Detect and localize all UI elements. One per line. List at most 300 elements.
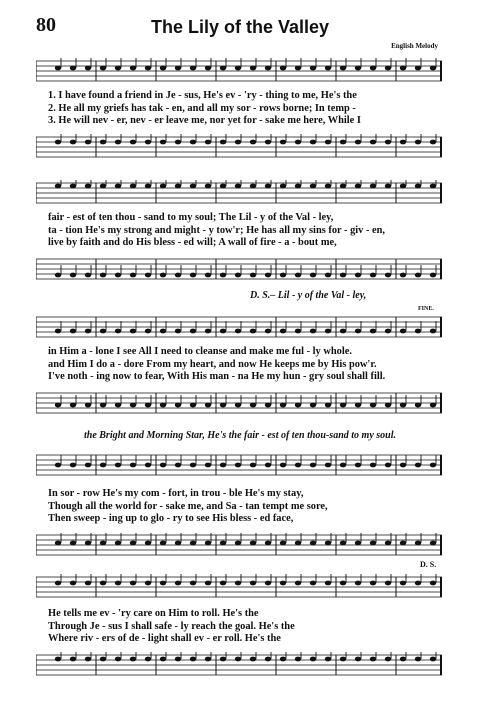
staff-lines (36, 180, 442, 206)
note-head (100, 66, 106, 71)
note-head (55, 463, 61, 468)
note-head (415, 329, 421, 334)
lyric-line: I've noth - ing now to fear, With His man - na He my hun - gry soul shall fill. (48, 371, 386, 383)
note-head (370, 403, 376, 408)
note-head (100, 403, 106, 408)
note-head (250, 581, 256, 586)
note-head (265, 66, 271, 71)
lyric-line: Where riv - ers of de - light shall ev - er roll. He's the (48, 633, 281, 645)
lyric-line: In sor - row He's my com - fort, in trou - ble He's my stay, (48, 488, 304, 499)
note-head (430, 463, 436, 468)
note-head (340, 463, 346, 468)
note-head (70, 329, 76, 334)
bass-staff (36, 390, 442, 416)
note-head (160, 329, 166, 334)
note-head (100, 581, 106, 586)
staff-lines (36, 574, 442, 600)
note-head (175, 463, 181, 468)
note-head (325, 140, 331, 145)
note-head (355, 541, 361, 546)
note-head (310, 329, 316, 334)
note-head (355, 463, 361, 468)
note-head (370, 66, 376, 71)
lyric-line: and Him I do a - dore From my heart, and now He keeps me by His pow'r. (48, 358, 377, 370)
note-head (205, 140, 211, 145)
note-head (310, 140, 316, 145)
note-head (385, 329, 391, 334)
note-head (250, 403, 256, 408)
note-head (340, 657, 346, 662)
lyric-line: in Him a - lone I see All I need to cleanse and make me ful - ly whole. (48, 346, 352, 357)
note-head (175, 403, 181, 408)
note-head (250, 657, 256, 662)
note-head (280, 329, 286, 334)
note-head (310, 66, 316, 71)
note-head (115, 463, 121, 468)
note-head (70, 403, 76, 408)
note-head (265, 657, 271, 662)
note-head (400, 463, 406, 468)
refrain-label: D. S.– Lil - y of the Val - ley, (250, 290, 367, 301)
lyric-line: Though all the world for - sake me, and Sa - tan tempt me sore, (48, 500, 328, 512)
note-head (400, 66, 406, 71)
note-head (400, 329, 406, 334)
note-head (370, 657, 376, 662)
note-head (385, 403, 391, 408)
note-head (160, 403, 166, 408)
note-head (145, 657, 151, 662)
note-head (355, 184, 361, 189)
note-head (235, 657, 241, 662)
note-head (70, 581, 76, 586)
hymn-source: English Melody (391, 42, 438, 50)
note-head (415, 403, 421, 408)
note-head (415, 657, 421, 662)
note-head (55, 657, 61, 662)
note-head (115, 541, 121, 546)
note-head (235, 463, 241, 468)
note-head (310, 463, 316, 468)
lyrics-block (48, 90, 443, 128)
note-head (130, 140, 136, 145)
note-head (175, 657, 181, 662)
note-head (190, 66, 196, 71)
note-head (370, 581, 376, 586)
note-head (265, 541, 271, 546)
staff-lines (36, 134, 442, 160)
note-head (175, 66, 181, 71)
note-head (385, 273, 391, 278)
note-head (325, 66, 331, 71)
note-head (190, 541, 196, 546)
treble-staff (36, 314, 442, 340)
note-head (160, 66, 166, 71)
note-head (160, 184, 166, 189)
note-head (325, 403, 331, 408)
note-head (85, 329, 91, 334)
note-head (295, 273, 301, 278)
note-head (220, 463, 226, 468)
note-head (220, 329, 226, 334)
note-head (370, 273, 376, 278)
note-head (85, 541, 91, 546)
note-head (325, 273, 331, 278)
staff-lines (36, 532, 442, 558)
note-head (55, 541, 61, 546)
note-head (70, 184, 76, 189)
note-head (130, 541, 136, 546)
treble-staff (36, 180, 442, 206)
note-head (160, 463, 166, 468)
note-head (280, 657, 286, 662)
note-head (295, 184, 301, 189)
note-head (265, 581, 271, 586)
treble-staff (36, 58, 442, 84)
note-head (430, 273, 436, 278)
note-head (235, 581, 241, 586)
note-head (115, 140, 121, 145)
note-head (355, 140, 361, 145)
lyric-line: 2. He all my griefs has tak - en, and all my sor - rows borne; In temp - (48, 102, 356, 114)
note-head (220, 403, 226, 408)
note-head (70, 273, 76, 278)
note-head (340, 66, 346, 71)
note-head (280, 463, 286, 468)
note-head (355, 329, 361, 334)
note-head (175, 329, 181, 334)
note-head (355, 581, 361, 586)
note-head (370, 140, 376, 145)
note-head (160, 273, 166, 278)
staff-lines (36, 652, 442, 678)
note-head (85, 184, 91, 189)
note-head (100, 184, 106, 189)
lyrics-block (48, 488, 443, 526)
lyric-line: 3. He will nev - er, nev - er leave me, nor yet for - sake me here, While I (48, 115, 361, 127)
note-head (190, 581, 196, 586)
note-head (115, 657, 121, 662)
lyric-line: live by faith and do His bless - ed will; A wall of fire - a - bout me, (48, 237, 337, 249)
note-head (430, 657, 436, 662)
staff-lines (36, 256, 442, 282)
note-head (235, 184, 241, 189)
note-head (340, 403, 346, 408)
note-head (115, 184, 121, 189)
note-head (325, 657, 331, 662)
note-head (430, 581, 436, 586)
bass-staff (36, 652, 442, 678)
bass-staff (36, 134, 442, 160)
note-head (115, 403, 121, 408)
staff-lines (36, 314, 442, 340)
note-head (325, 329, 331, 334)
note-head (280, 581, 286, 586)
note-head (115, 66, 121, 71)
note-head (85, 273, 91, 278)
note-head (340, 140, 346, 145)
note-head (370, 463, 376, 468)
treble-staff (36, 574, 442, 600)
note-head (175, 140, 181, 145)
note-head (265, 140, 271, 145)
note-head (265, 273, 271, 278)
note-head (190, 463, 196, 468)
note-head (325, 541, 331, 546)
note-head (130, 329, 136, 334)
note-head (415, 541, 421, 546)
note-head (100, 273, 106, 278)
note-head (310, 273, 316, 278)
note-head (385, 184, 391, 189)
note-head (400, 403, 406, 408)
note-head (235, 403, 241, 408)
lyric-line: Through Je - sus I shall safe - ly reach the goal. He's the (48, 620, 295, 632)
note-head (55, 66, 61, 71)
bass-staff (36, 532, 442, 558)
note-head (295, 66, 301, 71)
note-head (235, 541, 241, 546)
note-head (85, 657, 91, 662)
note-head (115, 329, 121, 334)
treble-staff (36, 452, 442, 478)
note-head (250, 273, 256, 278)
note-head (130, 273, 136, 278)
note-head (205, 403, 211, 408)
note-head (235, 140, 241, 145)
note-head (430, 184, 436, 189)
note-head (145, 66, 151, 71)
note-head (310, 657, 316, 662)
note-head (100, 463, 106, 468)
note-head (130, 66, 136, 71)
note-head (220, 273, 226, 278)
note-head (85, 581, 91, 586)
note-head (295, 403, 301, 408)
note-head (280, 273, 286, 278)
note-head (190, 403, 196, 408)
note-head (190, 140, 196, 145)
note-head (70, 140, 76, 145)
note-head (370, 541, 376, 546)
lyrics-block (48, 346, 443, 384)
note-head (115, 273, 121, 278)
note-head (280, 140, 286, 145)
note-head (400, 184, 406, 189)
note-head (205, 541, 211, 546)
note-head (55, 140, 61, 145)
staff-lines (36, 452, 442, 478)
note-head (400, 657, 406, 662)
note-head (340, 273, 346, 278)
note-head (220, 541, 226, 546)
note-head (325, 581, 331, 586)
note-head (295, 581, 301, 586)
fine-mark: FINE. (418, 306, 434, 312)
note-head (415, 140, 421, 145)
note-head (415, 581, 421, 586)
note-head (55, 273, 61, 278)
note-head (175, 273, 181, 278)
note-head (265, 403, 271, 408)
note-head (250, 140, 256, 145)
note-head (430, 541, 436, 546)
lyric-line: ta - tion He's my strong and might - y tow'r; He has all my sins for - giv - en, (48, 224, 386, 236)
lyric-line: fair - est of ten thou - sand to my soul; The Lil - y of the Val - ley, (48, 212, 334, 223)
lyric-line: 1. I have found a friend in Je - sus, He's ev - 'ry - thing to me, He's the (48, 90, 357, 101)
note-head (355, 403, 361, 408)
note-head (160, 657, 166, 662)
note-head (385, 140, 391, 145)
note-head (385, 463, 391, 468)
note-head (310, 403, 316, 408)
note-head (415, 66, 421, 71)
note-head (70, 463, 76, 468)
note-head (250, 463, 256, 468)
hymn-number: 80 (36, 14, 56, 36)
note-head (355, 273, 361, 278)
lyrics-block (48, 212, 443, 250)
note-head (55, 329, 61, 334)
note-head (235, 329, 241, 334)
note-head (220, 184, 226, 189)
note-head (310, 581, 316, 586)
note-head (100, 140, 106, 145)
note-head (100, 657, 106, 662)
note-head (280, 541, 286, 546)
note-head (100, 541, 106, 546)
note-head (355, 66, 361, 71)
note-head (280, 403, 286, 408)
note-head (310, 184, 316, 189)
note-head (250, 329, 256, 334)
note-head (370, 329, 376, 334)
note-head (55, 403, 61, 408)
note-head (190, 184, 196, 189)
note-head (205, 581, 211, 586)
note-head (340, 184, 346, 189)
note-head (85, 140, 91, 145)
note-head (145, 329, 151, 334)
note-head (295, 463, 301, 468)
note-head (400, 140, 406, 145)
note-head (70, 66, 76, 71)
note-head (205, 463, 211, 468)
note-head (280, 66, 286, 71)
note-head (205, 657, 211, 662)
note-head (205, 66, 211, 71)
lyrics-block (48, 608, 443, 646)
note-head (340, 329, 346, 334)
note-head (145, 403, 151, 408)
note-head (415, 184, 421, 189)
note-head (400, 273, 406, 278)
note-head (100, 329, 106, 334)
note-head (85, 403, 91, 408)
note-head (130, 657, 136, 662)
note-head (340, 581, 346, 586)
note-head (55, 581, 61, 586)
note-head (235, 273, 241, 278)
note-head (250, 541, 256, 546)
note-head (355, 657, 361, 662)
note-head (145, 581, 151, 586)
note-head (145, 273, 151, 278)
note-head (430, 140, 436, 145)
note-head (145, 463, 151, 468)
note-head (265, 329, 271, 334)
note-head (160, 581, 166, 586)
note-head (400, 581, 406, 586)
note-head (130, 184, 136, 189)
note-head (220, 66, 226, 71)
lyric-line: Then sweep - ing up to glo - ry to see His bless - ed face, (48, 513, 294, 525)
refrain-text: the Bright and Morning Star, He's the fair - est of ten thou-sand to my soul. (83, 430, 396, 441)
note-head (400, 541, 406, 546)
note-head (130, 403, 136, 408)
note-head (115, 581, 121, 586)
note-head (295, 657, 301, 662)
note-head (70, 541, 76, 546)
note-head (85, 66, 91, 71)
staff-lines (36, 390, 442, 416)
note-head (145, 184, 151, 189)
note-head (250, 66, 256, 71)
note-head (145, 140, 151, 145)
note-head (205, 184, 211, 189)
note-head (220, 657, 226, 662)
note-head (70, 657, 76, 662)
lyric-line: He tells me ev - 'ry care on Him to roll. He's the (48, 608, 259, 619)
note-head (265, 463, 271, 468)
note-head (55, 184, 61, 189)
note-head (385, 541, 391, 546)
note-head (415, 463, 421, 468)
note-head (295, 541, 301, 546)
note-head (250, 184, 256, 189)
note-head (205, 273, 211, 278)
note-head (295, 140, 301, 145)
note-head (340, 541, 346, 546)
note-head (430, 403, 436, 408)
note-head (385, 657, 391, 662)
bass-staff (36, 256, 442, 282)
staff-lines (36, 58, 442, 84)
note-head (220, 581, 226, 586)
note-head (385, 66, 391, 71)
note-head (415, 273, 421, 278)
note-head (190, 273, 196, 278)
note-head (130, 463, 136, 468)
note-head (430, 329, 436, 334)
note-head (280, 184, 286, 189)
note-head (205, 329, 211, 334)
note-head (130, 581, 136, 586)
ds-mark: D. S. (420, 560, 437, 569)
note-head (85, 463, 91, 468)
note-head (175, 541, 181, 546)
note-head (310, 541, 316, 546)
note-head (145, 541, 151, 546)
note-head (220, 140, 226, 145)
note-head (325, 463, 331, 468)
note-head (235, 66, 241, 71)
note-head (385, 581, 391, 586)
note-head (175, 184, 181, 189)
note-head (160, 140, 166, 145)
note-head (430, 66, 436, 71)
note-head (190, 329, 196, 334)
note-head (175, 581, 181, 586)
